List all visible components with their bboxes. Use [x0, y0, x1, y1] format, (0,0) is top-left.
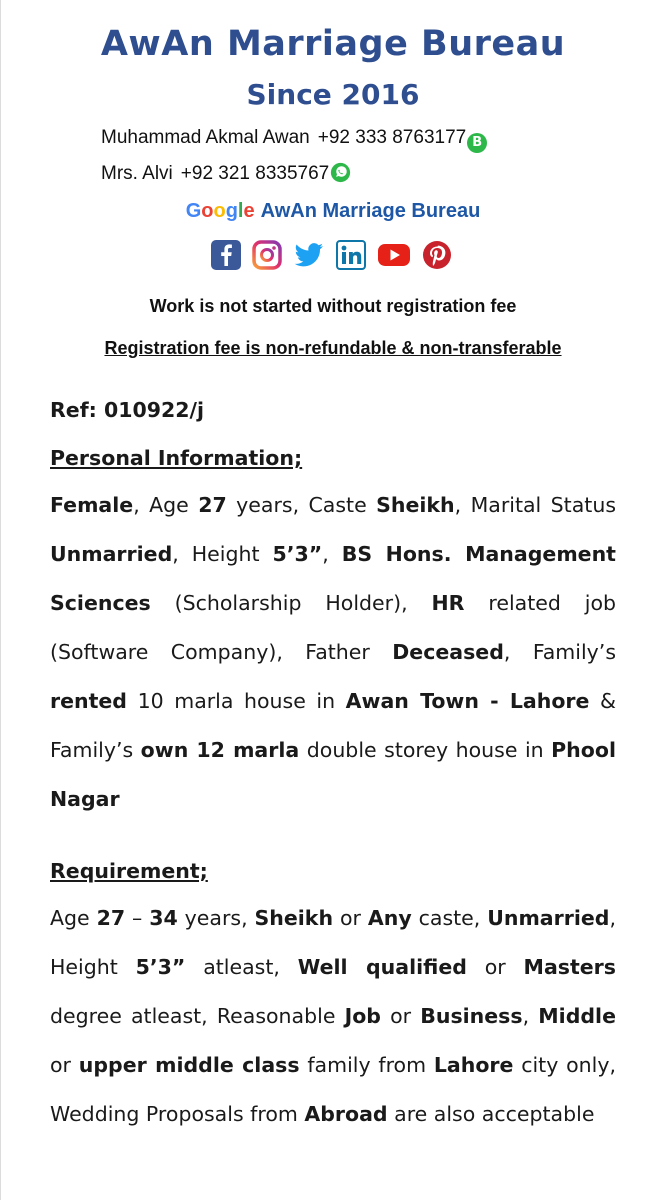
bold-term: Sheikh [376, 493, 455, 517]
text-run: & Family’s [50, 689, 616, 762]
text-run: – [125, 906, 150, 930]
contact-1-name: Muhammad Akmal Awan [101, 127, 310, 148]
text-run: family from [299, 1053, 434, 1077]
bold-term: Unmarried [487, 906, 610, 930]
bold-term: Phool Nagar [50, 738, 616, 811]
whatsapp-icon [330, 162, 351, 189]
reference-number: Ref: 010922/j [50, 398, 205, 422]
bold-term: Well qualified [297, 955, 467, 979]
text-run: , [322, 542, 342, 566]
bureau-title: AwAn Marriage Bureau [100, 24, 566, 64]
bold-term: 34 [149, 906, 178, 930]
text-run: city only, Wedding Proposals from [50, 1053, 616, 1126]
bold-term: Sheikh [254, 906, 334, 930]
bold-term: Business [420, 1004, 523, 1028]
bold-term: Middle [538, 1004, 616, 1028]
contact-1-phone: +92 333 8763177 [317, 127, 467, 148]
whatsapp-business-icon: B [467, 133, 487, 153]
facebook-icon[interactable] [211, 240, 241, 270]
notice-registration-required: Work is not started without registration fee [149, 296, 517, 316]
bold-term: Female [50, 493, 134, 517]
text-run: are also acceptable [387, 1102, 595, 1126]
bold-term: rented [50, 689, 127, 713]
bold-term: 27 [96, 906, 126, 930]
requirement-paragraph [50, 894, 616, 1139]
google-search-text: AwAn Marriage Bureau [260, 200, 481, 222]
contact-2-name: Mrs. Alvi [101, 163, 173, 184]
social-icons-row [211, 240, 452, 270]
bold-term: own 12 marla [140, 738, 300, 762]
contact-line-1 [101, 127, 487, 153]
linkedin-icon[interactable] [336, 240, 366, 270]
bold-term: Lahore [433, 1053, 514, 1077]
text-run: , Marital Status [454, 493, 616, 517]
text-run: degree atleast, Reasonable [50, 1004, 345, 1028]
text-run: , Family’s [503, 640, 616, 664]
bold-term: 5’3” [135, 955, 186, 979]
bold-term: Job [344, 1004, 381, 1028]
text-run: , Height [50, 906, 616, 979]
bold-term: Unmarried [50, 542, 173, 566]
google-logo: Google [185, 200, 255, 222]
text-run: or [466, 955, 524, 979]
requirement-heading: Requirement; [50, 859, 208, 883]
text-run: atleast, [185, 955, 298, 979]
pinterest-icon[interactable] [422, 240, 452, 270]
text-run: or [333, 906, 368, 930]
bold-term: 27 [198, 493, 227, 517]
text-run: , Height [172, 542, 273, 566]
text-run: caste, [411, 906, 488, 930]
google-search-line [1, 200, 664, 223]
bold-term: 5’3” [272, 542, 323, 566]
personal-info-heading: Personal Information; [50, 446, 303, 470]
bold-term: Masters [523, 955, 616, 979]
text-run: years, [177, 906, 255, 930]
text-run: or [50, 1053, 79, 1077]
text-run: , Age [133, 493, 199, 517]
text-run: related job (Software Company), Father [50, 591, 617, 664]
bold-term: HR [431, 591, 465, 615]
text-run: double storey house in [299, 738, 552, 762]
text-run: or [380, 1004, 421, 1028]
contact-line-2 [101, 162, 351, 189]
text-run: Age [50, 906, 97, 930]
text-run: , [522, 1004, 539, 1028]
instagram-icon[interactable] [252, 240, 282, 270]
personal-info-paragraph [50, 481, 616, 824]
notice-non-refundable: Registration fee is non-refundable & non-transferable [104, 338, 562, 358]
text-run: 10 marla house in [127, 689, 346, 713]
text-run: years, Caste [226, 493, 377, 517]
bold-term: Any [367, 906, 412, 930]
bold-term: Abroad [304, 1102, 388, 1126]
bold-term: BS Hons. Management Sciences [50, 542, 616, 615]
text-run: (Scholarship Holder), [150, 591, 432, 615]
twitter-icon[interactable] [293, 240, 325, 270]
bold-term: upper middle class [78, 1053, 300, 1077]
since-year: Since 2016 [246, 78, 420, 111]
bold-term: Awan Town - Lahore [345, 689, 590, 713]
contact-2-phone: +92 321 8335767 [180, 163, 330, 184]
youtube-icon[interactable] [377, 240, 411, 270]
bold-term: Deceased [392, 640, 504, 664]
